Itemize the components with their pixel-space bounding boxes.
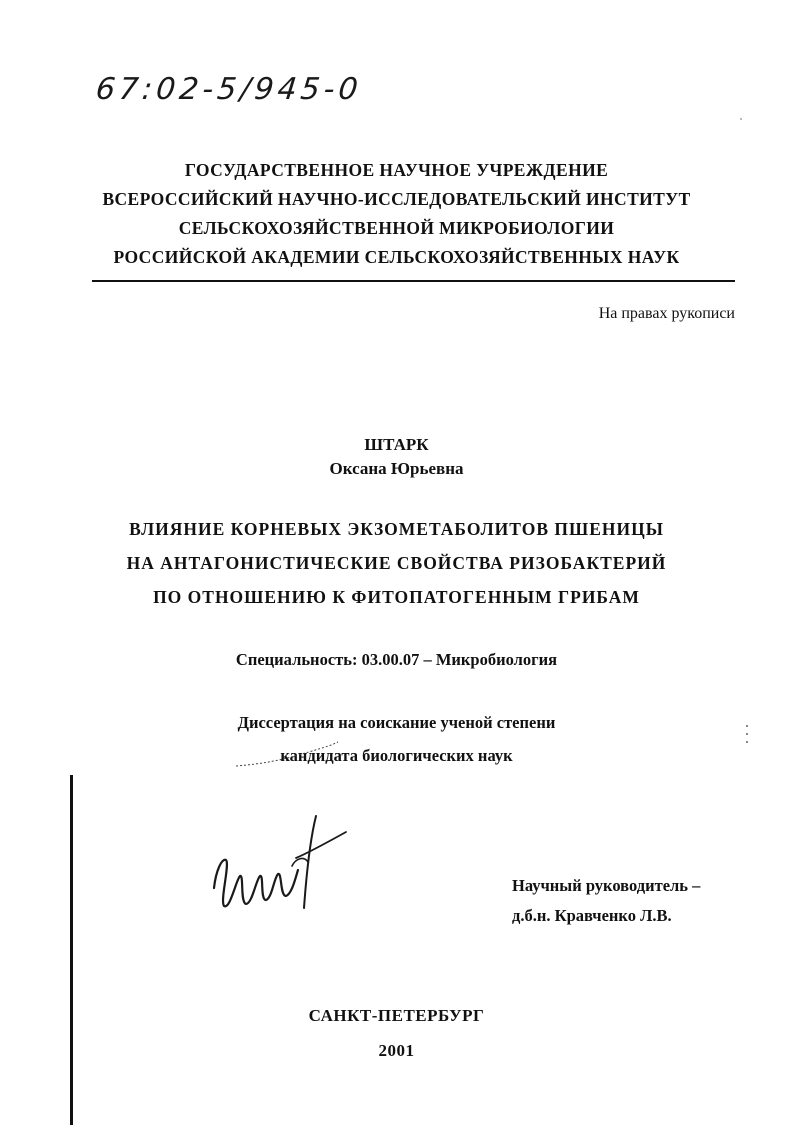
supervisor-label: Научный руководитель – xyxy=(512,876,701,895)
scan-speck xyxy=(746,741,748,743)
year: 2001 xyxy=(378,1041,415,1060)
scan-speck xyxy=(746,725,748,727)
scan-speck xyxy=(740,118,742,120)
degree-line: кандидата биологических наук xyxy=(280,746,513,765)
title-line: ПО ОТНОШЕНИЮ К ФИТОПАТОГЕННЫМ ГРИБАМ xyxy=(153,587,640,607)
pen-scratch-mark xyxy=(232,740,342,770)
degree-line: Диссертация на соискание ученой степени xyxy=(237,713,556,732)
supervisor-name: д.б.н. Кравченко Л.В. xyxy=(512,906,672,925)
handwritten-archive-code: 67:02-5/945-0 xyxy=(94,72,364,107)
author-surname: ШТАРК xyxy=(364,435,429,454)
institution-line: РОССИЙСКОЙ АКАДЕМИИ СЕЛЬСКОХОЗЯЙСТВЕННЫХ НАУК xyxy=(113,247,680,267)
scan-margin-line xyxy=(70,775,73,1125)
scan-speck xyxy=(746,733,748,735)
city-year-block xyxy=(0,1000,793,1067)
manuscript-rights-note: На правах рукописи xyxy=(598,305,735,322)
title-line: НА АНТАГОНИСТИЧЕСКИЕ СВОЙСТВА РИЗОБАКТЕРИЙ xyxy=(126,553,667,573)
degree-statement xyxy=(0,706,793,772)
specialty: Специальность: 03.00.07 – Микробиология xyxy=(235,650,558,669)
institution-line: ВСЕРОССИЙСКИЙ НАУЧНО-ИССЛЕДОВАТЕЛЬСКИЙ ИНСТИТУТ xyxy=(102,189,691,209)
dissertation-title xyxy=(0,512,793,614)
institution-line: ГОСУДАРСТВЕННОЕ НАУЧНОЕ УЧРЕЖДЕНИЕ xyxy=(184,160,609,180)
signature-graphic xyxy=(200,810,360,920)
header-divider xyxy=(92,280,735,282)
author-block xyxy=(0,433,793,481)
institution-line: СЕЛЬСКОХОЗЯЙСТВЕННОЙ МИКРОБИОЛОГИИ xyxy=(178,218,615,238)
author-given-name: Оксана Юрьевна xyxy=(329,459,464,478)
city: САНКТ-ПЕТЕРБУРГ xyxy=(308,1006,485,1025)
institution-block xyxy=(0,156,793,272)
title-line: ВЛИЯНИЕ КОРНЕВЫХ ЭКЗОМЕТАБОЛИТОВ ПШЕНИЦЫ xyxy=(129,519,664,539)
